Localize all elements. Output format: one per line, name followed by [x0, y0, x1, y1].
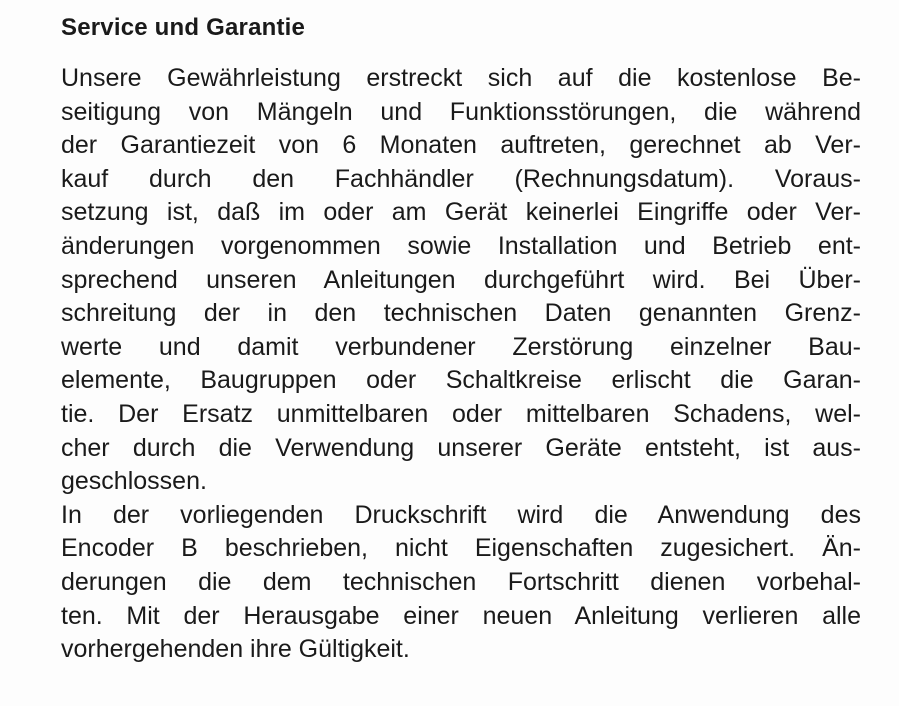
text-line: cher durch die Verwendung unserer Geräte entsteht, ist aus- [61, 433, 861, 462]
text-line: derungen die dem technischen Fortschritt dienen vorbehal- [61, 567, 861, 596]
paragraph-disclaimer [61, 499, 861, 667]
text-line: sprechend unseren Anleitungen durchgeführt wird. Bei Über- [61, 265, 861, 294]
text-line: elemente, Baugruppen oder Schaltkreise erlischt die Garan- [61, 366, 861, 395]
text-line: tie. Der Ersatz unmittelbaren oder mittelbaren Schadens, wel- [61, 399, 861, 428]
section-heading: Service und Garantie [61, 14, 306, 41]
text-line: seitigung von Mängeln und Funktionsstörungen, die während [61, 97, 861, 126]
text-line: vorhergehenden ihre Gültigkeit. [61, 635, 410, 664]
text-line: werte und damit verbundener Zerstörung einzelner Bau- [61, 332, 861, 361]
text-line: setzung ist, daß im oder am Gerät keinerlei Eingriffe oder Ver- [61, 198, 861, 227]
text-line: der Garantiezeit von 6 Monaten auftreten, gerechnet ab Ver- [61, 131, 861, 160]
body-text [61, 62, 861, 667]
text-line: Unsere Gewährleistung erstreckt sich auf die kostenlose Be- [61, 64, 861, 92]
text-line: ten. Mit der Herausgabe einer neuen Anleitung verlieren alle [61, 601, 861, 630]
text-line: geschlossen. [61, 467, 207, 496]
paragraph-warranty [61, 62, 861, 499]
text-line: In der vorliegenden Druckschrift wird die Anwendung des [61, 500, 861, 529]
text-line: schreitung der in den technischen Daten genannten Grenz- [61, 299, 861, 328]
text-line: änderungen vorgenommen sowie Installation und Betrieb ent- [61, 231, 861, 260]
text-line: kauf durch den Fachhändler (Rechnungsdatum). Voraus- [61, 164, 861, 193]
text-line: Encoder B beschrieben, nicht Eigenschaften zugesichert. Än- [61, 534, 861, 563]
